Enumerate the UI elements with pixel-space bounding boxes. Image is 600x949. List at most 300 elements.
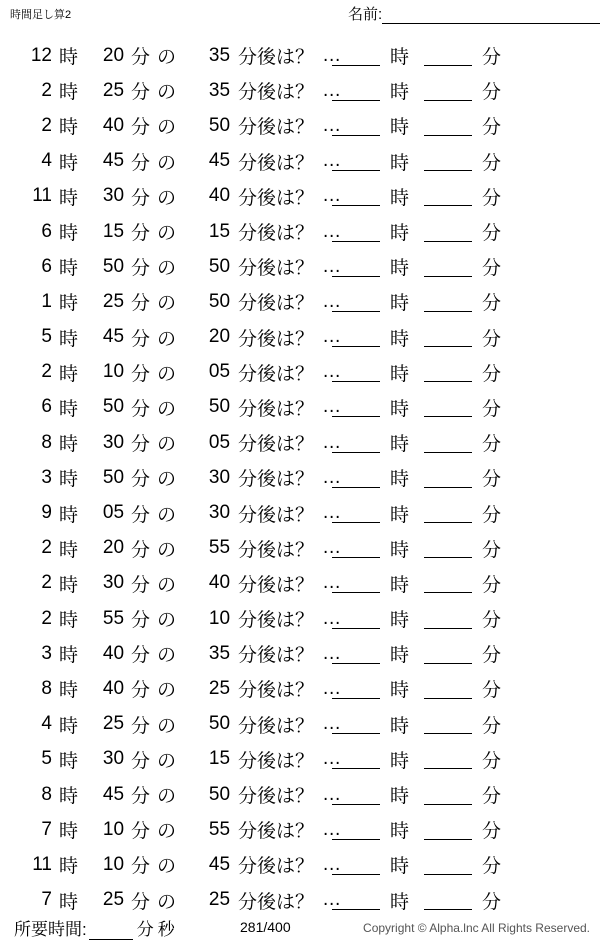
answer-hour-unit: 時 (390, 715, 410, 737)
problem-row (0, 495, 600, 530)
answer-hour-blank[interactable] (332, 46, 380, 66)
problem-added-minutes: 55 (208, 818, 231, 840)
problem-particle: の (157, 293, 177, 315)
problem-question (0, 284, 341, 319)
answer-hour-unit: 時 (390, 610, 410, 632)
answer-minute-group (424, 144, 501, 179)
problem-added-minutes: 35 (208, 79, 231, 101)
answer-minute-unit: 分 (482, 82, 502, 104)
problem-hour-unit: 時 (59, 856, 79, 878)
worksheet-header (0, 0, 600, 34)
answer-minute-group (424, 73, 501, 108)
answer-hour-group (332, 495, 409, 530)
problem-row (0, 73, 600, 108)
answer-minute-group (424, 742, 501, 777)
problem-particle: の (157, 504, 177, 526)
problem-tail-text: 分後は？ (238, 47, 315, 69)
problem-particle: の (157, 258, 177, 280)
problem-minute-unit: 分 (131, 469, 151, 491)
problem-ellipsis: … (322, 290, 342, 312)
answer-minute-blank[interactable] (424, 714, 472, 734)
answer-minute-unit: 分 (482, 117, 502, 139)
problem-tail-text: 分後は？ (238, 363, 315, 385)
problem-question (0, 636, 341, 671)
problem-added-minutes: 50 (208, 114, 231, 136)
answer-minute-blank[interactable] (424, 855, 472, 875)
problem-hour-unit: 時 (59, 152, 79, 174)
problem-hour-unit: 時 (59, 187, 79, 209)
problem-hour-unit: 時 (59, 398, 79, 420)
problem-hour-unit: 時 (59, 715, 79, 737)
problem-minute-unit: 分 (131, 891, 151, 913)
answer-minute-blank[interactable] (424, 609, 472, 629)
problem-question (0, 108, 341, 143)
problem-minute-unit: 分 (131, 504, 151, 526)
problem-particle: の (157, 363, 177, 385)
answer-hour-unit: 時 (390, 47, 410, 69)
worksheet-footer (0, 907, 600, 949)
answer-hour-blank[interactable] (332, 362, 380, 382)
problem-ellipsis: … (322, 748, 342, 770)
problem-tail-text: 分後は？ (238, 258, 315, 280)
answer-hour-group (332, 812, 409, 847)
problem-hour-unit: 時 (59, 645, 79, 667)
problem-hour-unit: 時 (59, 891, 79, 913)
problem-particle: の (157, 856, 177, 878)
problem-particle: の (157, 117, 177, 139)
problem-hour-unit: 時 (59, 821, 79, 843)
problem-particle: の (157, 539, 177, 561)
problem-row (0, 284, 600, 319)
problem-minute-unit: 分 (131, 715, 151, 737)
answer-hour-group (332, 742, 409, 777)
answer-hour-group (332, 108, 409, 143)
problem-question (0, 355, 341, 390)
answer-minute-blank[interactable] (424, 573, 472, 593)
problem-question (0, 179, 341, 214)
problem-added-minutes: 50 (208, 290, 231, 312)
problem-minute-value: 30 (102, 748, 125, 770)
problem-minute-unit: 分 (131, 293, 151, 315)
problem-question (0, 566, 341, 601)
answer-hour-group (332, 284, 409, 319)
answer-hour-group (332, 707, 409, 742)
answer-hour-unit: 時 (390, 856, 410, 878)
problem-row (0, 707, 600, 742)
problem-row (0, 249, 600, 284)
problem-minute-unit: 分 (131, 82, 151, 104)
answer-hour-blank[interactable] (332, 749, 380, 769)
answer-minute-group (424, 390, 501, 425)
answer-hour-group (332, 636, 409, 671)
problem-hour-value: 1 (41, 290, 52, 312)
problem-ellipsis: … (322, 713, 342, 735)
answer-minute-unit: 分 (482, 258, 502, 280)
problem-added-minutes: 05 (208, 361, 231, 383)
problem-row (0, 425, 600, 460)
answer-minute-blank[interactable] (424, 749, 472, 769)
problem-added-minutes: 40 (208, 185, 231, 207)
problem-tail-text: 分後は？ (238, 750, 315, 772)
problem-minute-value: 15 (102, 220, 125, 242)
problem-minute-value: 30 (102, 572, 125, 594)
answer-hour-unit: 時 (390, 574, 410, 596)
problem-tail-text: 分後は？ (238, 891, 315, 913)
answer-minute-unit: 分 (482, 469, 502, 491)
problem-tail-text: 分後は？ (238, 469, 315, 491)
answer-minute-blank[interactable] (424, 362, 472, 382)
problem-row (0, 742, 600, 777)
problem-question (0, 707, 341, 742)
problem-hour-unit: 時 (59, 539, 79, 561)
answer-hour-blank[interactable] (332, 292, 380, 312)
answer-minute-unit: 分 (482, 434, 502, 456)
problem-row (0, 320, 600, 355)
problem-hour-unit: 時 (59, 82, 79, 104)
answer-minute-group (424, 284, 501, 319)
problem-ellipsis: … (322, 150, 342, 172)
problem-hour-value: 2 (41, 79, 52, 101)
problem-hour-value: 6 (41, 255, 52, 277)
problem-row (0, 531, 600, 566)
answer-minute-unit: 分 (482, 610, 502, 632)
problem-minute-unit: 分 (131, 47, 151, 69)
answer-hour-group (332, 214, 409, 249)
answer-minute-blank[interactable] (424, 397, 472, 417)
problem-hour-unit: 時 (59, 293, 79, 315)
answer-hour-blank[interactable] (332, 679, 380, 699)
problem-ellipsis: … (322, 572, 342, 594)
answer-minute-group (424, 636, 501, 671)
answer-hour-group (332, 460, 409, 495)
problem-minute-value: 40 (102, 114, 125, 136)
problem-hour-value: 6 (41, 220, 52, 242)
problem-row (0, 355, 600, 390)
problem-ellipsis: … (322, 255, 342, 277)
problem-minute-unit: 分 (131, 610, 151, 632)
answer-hour-group (332, 531, 409, 566)
problem-hour-value: 5 (41, 748, 52, 770)
answer-minute-unit: 分 (482, 680, 502, 702)
problem-added-minutes: 50 (208, 783, 231, 805)
answer-minute-blank[interactable] (424, 679, 472, 699)
answer-hour-unit: 時 (390, 504, 410, 526)
problem-row (0, 566, 600, 601)
problem-tail-text: 分後は？ (238, 856, 315, 878)
answer-minute-blank[interactable] (424, 820, 472, 840)
answer-minute-group (424, 214, 501, 249)
problem-tail-text: 分後は？ (238, 328, 315, 350)
problem-tail-text: 分後は？ (238, 645, 315, 667)
problem-added-minutes: 50 (208, 713, 231, 735)
problem-added-minutes: 35 (208, 642, 231, 664)
answer-hour-blank[interactable] (332, 397, 380, 417)
problem-minute-unit: 分 (131, 152, 151, 174)
problem-hour-value: 11 (32, 853, 52, 875)
problem-ellipsis: … (322, 537, 342, 559)
answer-hour-unit: 時 (390, 187, 410, 209)
problem-hour-unit: 時 (59, 223, 79, 245)
page-code: 281/400 (240, 919, 291, 935)
answer-minute-blank[interactable] (424, 81, 472, 101)
answer-hour-group (332, 601, 409, 636)
answer-hour-blank[interactable] (332, 855, 380, 875)
answer-minute-group (424, 707, 501, 742)
answer-minute-unit: 分 (482, 786, 502, 808)
problem-minute-unit: 分 (131, 187, 151, 209)
answer-hour-blank[interactable] (332, 503, 380, 523)
answer-hour-blank[interactable] (332, 714, 380, 734)
answer-hour-group (332, 355, 409, 390)
answer-hour-group (332, 847, 409, 882)
answer-hour-blank[interactable] (332, 609, 380, 629)
answer-minute-group (424, 38, 501, 73)
copyright-notice: Copyright © Alpha.lnc All Rights Reserved. (363, 921, 590, 935)
answer-minute-blank[interactable] (424, 785, 472, 805)
problem-minute-value: 25 (102, 889, 125, 911)
problem-minute-unit: 分 (131, 434, 151, 456)
problem-particle: の (157, 750, 177, 772)
problem-particle: の (157, 715, 177, 737)
problem-minute-value: 10 (102, 818, 125, 840)
problem-particle: の (157, 821, 177, 843)
answer-minute-unit: 分 (482, 47, 502, 69)
answer-hour-blank[interactable] (332, 820, 380, 840)
answer-hour-blank[interactable] (332, 151, 380, 171)
problem-ellipsis: … (322, 114, 342, 136)
problem-ellipsis: … (322, 677, 342, 699)
problem-row (0, 390, 600, 425)
problem-row (0, 179, 600, 214)
problem-minute-unit: 分 (131, 258, 151, 280)
problem-hour-value: 9 (41, 502, 52, 524)
answer-minute-blank[interactable] (424, 151, 472, 171)
answer-minute-blank[interactable] (424, 503, 472, 523)
answer-hour-unit: 時 (390, 821, 410, 843)
problem-minute-value: 20 (102, 44, 125, 66)
problem-question (0, 390, 341, 425)
problem-added-minutes: 30 (208, 502, 231, 524)
problem-question (0, 425, 341, 460)
answer-minute-unit: 分 (482, 856, 502, 878)
answer-hour-blank[interactable] (332, 468, 380, 488)
time-taken-field (14, 915, 177, 940)
answer-hour-group (332, 249, 409, 284)
answer-hour-unit: 時 (390, 398, 410, 420)
problem-minute-unit: 分 (131, 786, 151, 808)
answer-hour-blank[interactable] (332, 538, 380, 558)
problem-added-minutes: 40 (208, 572, 231, 594)
problem-question (0, 531, 341, 566)
answer-hour-group (332, 38, 409, 73)
problem-tail-text: 分後は？ (238, 82, 315, 104)
problem-minute-value: 30 (102, 185, 125, 207)
problem-hour-value: 2 (41, 114, 52, 136)
problem-row (0, 38, 600, 73)
answer-minute-blank[interactable] (424, 257, 472, 277)
name-field (348, 6, 600, 24)
problem-ellipsis: … (322, 818, 342, 840)
problem-row (0, 460, 600, 495)
answer-minute-group (424, 320, 501, 355)
answer-minute-unit: 分 (482, 328, 502, 350)
problem-particle: の (157, 469, 177, 491)
answer-minute-group (424, 671, 501, 706)
problem-hour-unit: 時 (59, 680, 79, 702)
answer-minute-unit: 分 (482, 539, 502, 561)
problem-hour-unit: 時 (59, 504, 79, 526)
answer-hour-blank[interactable] (332, 785, 380, 805)
page-title: 時間足し算2 (10, 9, 72, 21)
answer-minute-group (424, 425, 501, 460)
answer-minute-group (424, 108, 501, 143)
problem-minute-value: 25 (102, 713, 125, 735)
problem-added-minutes: 15 (208, 748, 231, 770)
problem-tail-text: 分後は？ (238, 187, 315, 209)
answer-minute-unit: 分 (482, 363, 502, 385)
time-taken-minute-unit: 分 (136, 920, 154, 939)
answer-hour-blank[interactable] (332, 433, 380, 453)
answer-hour-group (332, 390, 409, 425)
answer-hour-unit: 時 (390, 223, 410, 245)
answer-hour-unit: 時 (390, 152, 410, 174)
answer-minute-unit: 分 (482, 715, 502, 737)
problem-hour-value: 12 (30, 44, 52, 66)
problem-particle: の (157, 152, 177, 174)
problem-hour-value: 8 (41, 677, 52, 699)
problem-hour-unit: 時 (59, 47, 79, 69)
problem-tail-text: 分後は？ (238, 434, 315, 456)
answer-minute-blank[interactable] (424, 116, 472, 136)
time-taken-minutes-blank[interactable] (89, 921, 133, 940)
answer-minute-group (424, 812, 501, 847)
problem-minute-unit: 分 (131, 539, 151, 561)
answer-hour-unit: 時 (390, 363, 410, 385)
answer-minute-blank[interactable] (424, 644, 472, 664)
problem-particle: の (157, 645, 177, 667)
problem-tail-text: 分後は？ (238, 504, 315, 526)
answer-hour-blank[interactable] (332, 644, 380, 664)
problem-minute-unit: 分 (131, 328, 151, 350)
answer-hour-blank[interactable] (332, 327, 380, 347)
problem-question (0, 601, 341, 636)
answer-hour-group (332, 73, 409, 108)
problem-row (0, 144, 600, 179)
problem-hour-value: 4 (41, 713, 52, 735)
problem-minute-unit: 分 (131, 363, 151, 385)
answer-minute-group (424, 847, 501, 882)
answer-minute-blank[interactable] (424, 538, 472, 558)
answer-minute-blank[interactable] (424, 186, 472, 206)
answer-minute-unit: 分 (482, 645, 502, 667)
problem-row (0, 108, 600, 143)
problem-ellipsis: … (322, 783, 342, 805)
answer-hour-group (332, 179, 409, 214)
problem-hour-value: 3 (41, 466, 52, 488)
problem-added-minutes: 55 (208, 537, 231, 559)
answer-hour-blank[interactable] (332, 81, 380, 101)
problem-tail-text: 分後は？ (238, 539, 315, 561)
problem-ellipsis: … (322, 889, 342, 911)
problem-question (0, 249, 341, 284)
problem-added-minutes: 50 (208, 255, 231, 277)
answer-hour-blank[interactable] (332, 257, 380, 277)
problem-minute-value: 40 (102, 677, 125, 699)
name-input-blank[interactable] (382, 7, 600, 24)
problem-added-minutes: 50 (208, 396, 231, 418)
problem-question (0, 671, 341, 706)
problem-tail-text: 分後は？ (238, 117, 315, 139)
problem-minute-value: 10 (102, 361, 125, 383)
answer-minute-unit: 分 (482, 223, 502, 245)
answer-hour-blank[interactable] (332, 116, 380, 136)
problem-tail-text: 分後は？ (238, 574, 315, 596)
problem-added-minutes: 35 (208, 44, 231, 66)
problem-minute-unit: 分 (131, 750, 151, 772)
answer-minute-group (424, 249, 501, 284)
problem-minute-value: 40 (102, 642, 125, 664)
problem-minute-value: 45 (102, 150, 125, 172)
answer-minute-group (424, 179, 501, 214)
problem-minute-value: 50 (102, 255, 125, 277)
answer-minute-unit: 分 (482, 574, 502, 596)
answer-minute-blank[interactable] (424, 292, 472, 312)
problem-ellipsis: … (322, 396, 342, 418)
problem-ellipsis: … (322, 502, 342, 524)
problem-minute-unit: 分 (131, 398, 151, 420)
problem-ellipsis: … (322, 44, 342, 66)
problem-added-minutes: 15 (208, 220, 231, 242)
answer-minute-blank[interactable] (424, 222, 472, 242)
answer-minute-group (424, 777, 501, 812)
problem-minute-value: 30 (102, 431, 125, 453)
answer-minute-blank[interactable] (424, 468, 472, 488)
answer-hour-unit: 時 (390, 750, 410, 772)
problem-particle: の (157, 574, 177, 596)
answer-hour-group (332, 425, 409, 460)
problem-hour-unit: 時 (59, 258, 79, 280)
name-label: 名前: (348, 6, 383, 23)
answer-minute-blank[interactable] (424, 327, 472, 347)
problem-tail-text: 分後は？ (238, 821, 315, 843)
answer-hour-blank[interactable] (332, 186, 380, 206)
problem-hour-value: 8 (41, 783, 52, 805)
problem-ellipsis: … (322, 853, 342, 875)
problem-particle: の (157, 891, 177, 913)
answer-hour-unit: 時 (390, 539, 410, 561)
problem-minute-value: 25 (102, 79, 125, 101)
problem-question (0, 847, 341, 882)
answer-minute-blank[interactable] (424, 433, 472, 453)
problem-particle: の (157, 82, 177, 104)
problem-particle: の (157, 328, 177, 350)
problem-hour-value: 8 (41, 431, 52, 453)
answer-hour-group (332, 144, 409, 179)
problem-question (0, 742, 341, 777)
problem-list (0, 38, 600, 918)
answer-hour-unit: 時 (390, 645, 410, 667)
answer-hour-blank[interactable] (332, 222, 380, 242)
answer-minute-blank[interactable] (424, 46, 472, 66)
problem-question (0, 214, 341, 249)
problem-minute-value: 50 (102, 396, 125, 418)
problem-tail-text: 分後は？ (238, 293, 315, 315)
problem-added-minutes: 25 (208, 889, 231, 911)
answer-hour-blank[interactable] (332, 573, 380, 593)
problem-row (0, 847, 600, 882)
problem-minute-value: 55 (102, 607, 125, 629)
problem-ellipsis: … (322, 326, 342, 348)
